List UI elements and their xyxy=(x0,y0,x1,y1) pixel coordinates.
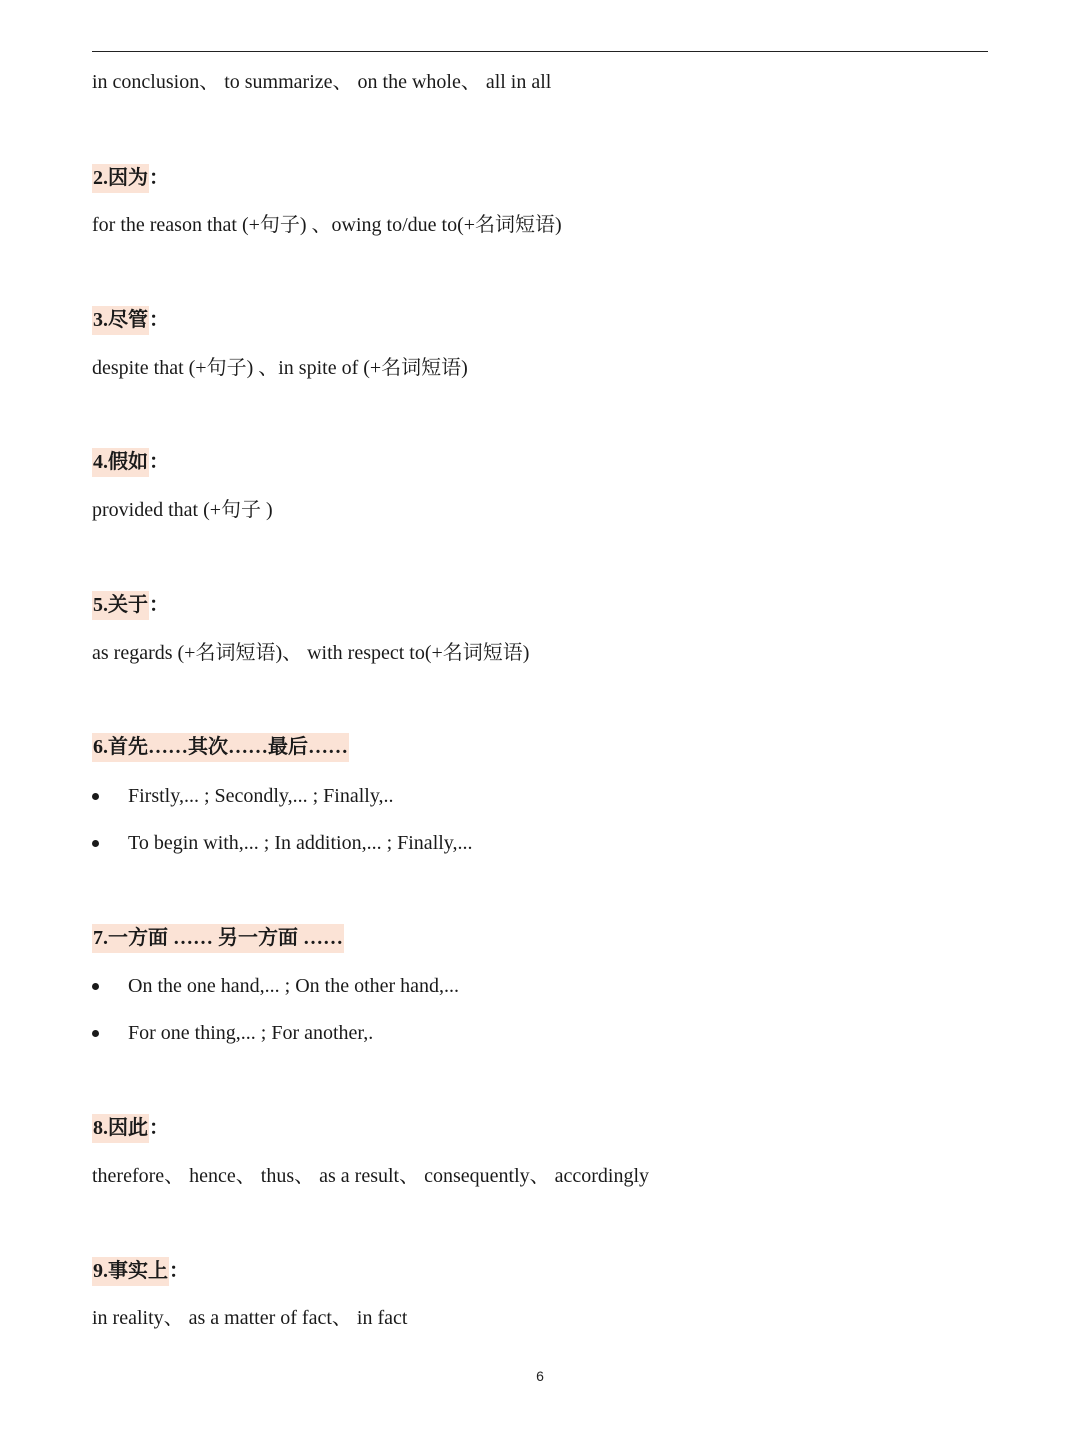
heading-highlight: 2.因为 xyxy=(92,164,149,193)
heading-highlight: 9.事实上 xyxy=(92,1257,169,1286)
list-item-text: Firstly,... ; Secondly,... ; Finally,.. xyxy=(128,785,394,807)
heading-highlight: 5.关于 xyxy=(92,591,149,620)
bullet-icon xyxy=(92,983,99,990)
section-text-although: despite that (+句子) 、in spite of (+名词短语) xyxy=(92,357,468,379)
section-text-in-fact: in reality、 as a matter of fact、 in fact xyxy=(92,1307,408,1329)
section-heading-on-one-hand xyxy=(92,925,344,951)
section-text-if: provided that (+句子 ) xyxy=(92,499,273,521)
heading-colon: ： xyxy=(149,594,169,616)
section-heading-in-fact xyxy=(92,1258,189,1284)
section-text-because: for the reason that (+句子) 、owing to/due to(+名词短语) xyxy=(92,214,562,236)
bullet-icon xyxy=(92,840,99,847)
section-heading-although xyxy=(92,307,169,333)
section-text-therefore: therefore、 hence、 thus、 as a result、 consequently、 accordingly xyxy=(92,1165,650,1187)
page-number: 6 xyxy=(536,1368,544,1384)
list-item-text: For one thing,... ; For another,. xyxy=(128,1022,374,1044)
section-heading-because xyxy=(92,165,169,191)
heading-highlight: 4.假如 xyxy=(92,448,149,477)
heading-colon: ： xyxy=(149,167,169,189)
list-item-text: To begin with,... ; In addition,... ; Finally,... xyxy=(128,832,473,854)
heading-highlight: 3.尽管 xyxy=(92,306,149,335)
section-heading-if xyxy=(92,449,169,475)
heading-highlight: 6.首先……其次……最后…… xyxy=(92,733,349,762)
bullet-icon xyxy=(92,1030,99,1037)
section-text-regarding: as regards (+名词短语)、 with respect to(+名词短语) xyxy=(92,642,530,664)
heading-colon: ： xyxy=(169,1260,189,1282)
section-heading-regarding xyxy=(92,592,169,618)
bullet-icon xyxy=(92,793,99,800)
intro-line: in conclusion、 to summarize、 on the whole、 all in all xyxy=(92,71,552,93)
section-heading-therefore xyxy=(92,1115,169,1141)
heading-colon: ： xyxy=(149,309,169,331)
heading-highlight: 7.一方面 …… 另一方面 …… xyxy=(92,924,344,953)
section-heading-sequence xyxy=(92,734,349,760)
heading-colon: ： xyxy=(149,451,169,473)
list-item-text: On the one hand,... ; On the other hand,... xyxy=(128,975,460,997)
heading-colon: ： xyxy=(149,1117,169,1139)
heading-highlight: 8.因此 xyxy=(92,1114,149,1143)
top-divider xyxy=(92,51,988,52)
